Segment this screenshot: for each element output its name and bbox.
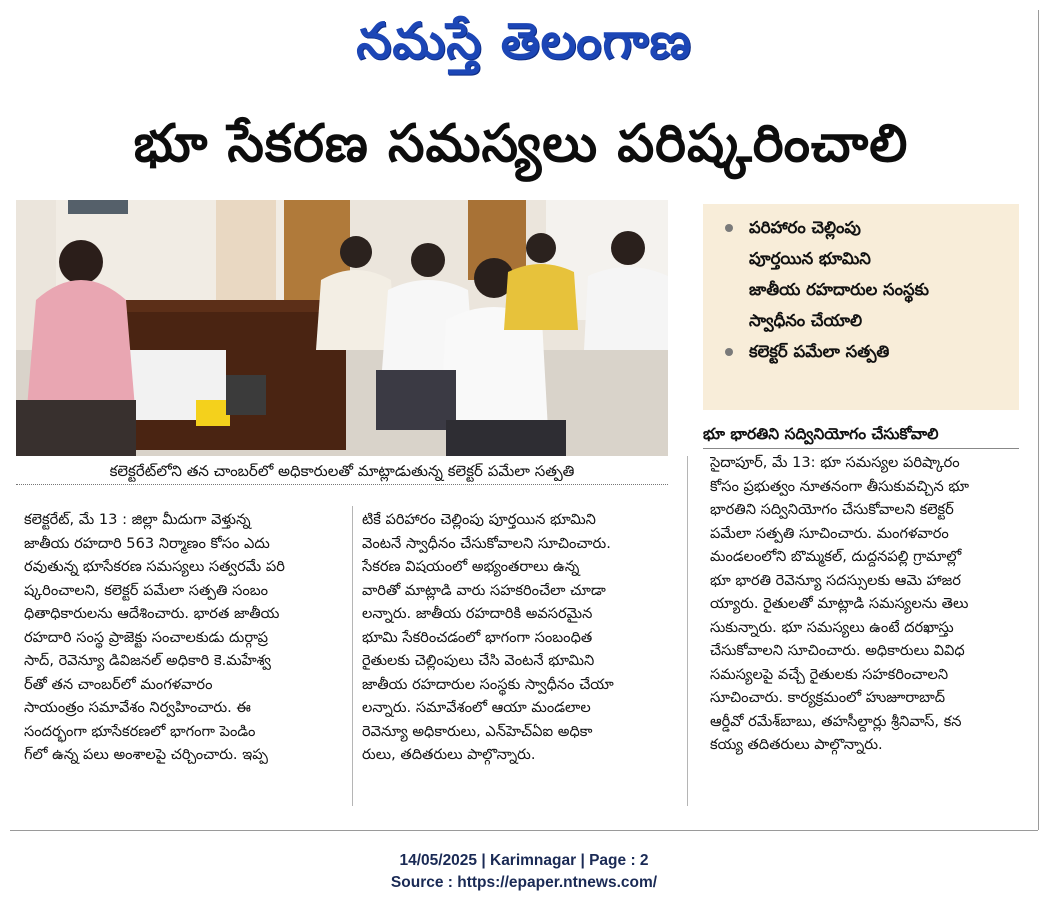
text-line: వారితో మాట్లాడి వారు సహకరించేలా చూడా bbox=[362, 581, 606, 599]
article-headline: భూ సేకరణ సమస్యలు పరిష్కరించాలి bbox=[133, 114, 909, 174]
page-border-right bbox=[1038, 10, 1039, 830]
text-line: సాయంత్రం సమావేశం నిర్వహించారు. ఈ bbox=[24, 699, 251, 716]
text-line: రులు, తదితరులు పాల్గొన్నారు. bbox=[362, 746, 536, 763]
text-line: సుకున్నారు. భూ సమస్యలు ఉంటే దరఖాస్తు bbox=[710, 618, 954, 636]
newspaper-masthead: నమస్తే తెలంగాణ bbox=[356, 12, 692, 70]
text-line: య్యారు. రైతులతో మాట్లాడి సమస్యలను తెలు bbox=[710, 595, 969, 612]
highlight-item: స్వాధీనం చేయాలి bbox=[749, 311, 863, 330]
text-line: సైదాపూర్, మే 13: భూ సమస్యల పరిష్కారం bbox=[710, 454, 960, 471]
highlight-item: జాతీయ రహదారుల సంస్థకు bbox=[749, 280, 929, 299]
article-column-3 bbox=[710, 451, 1022, 757]
text-line: కయ్య తదితరులు పాల్గొన్నారు. bbox=[710, 736, 883, 753]
text-line: సేకరణ విషయంలో అభ్యంతరాలు ఉన్న bbox=[362, 558, 580, 575]
text-line: కోసం ప్రభుత్వం నూతనంగా తీసుకువచ్చిన భూ bbox=[710, 477, 970, 495]
text-line: జాతీయ రహదారుల సంస్థకు స్వాధీనం చేయా bbox=[362, 675, 614, 693]
article-photo bbox=[16, 200, 668, 456]
text-line: రహదారి సంస్థ ప్రాజెక్టు సంచాలకుడు దుర్గాప్ర bbox=[24, 628, 268, 646]
text-line: టికే పరిహారం చెల్లింపు పూర్తయిన భూమిని bbox=[362, 511, 596, 528]
highlight-item: పూర్తయిన భూమిని bbox=[749, 249, 871, 268]
text-line: సమస్యలపై వచ్చే రైతులకు సహకరించాలని bbox=[710, 665, 949, 683]
text-line: రైతులకు చెల్లింపులు చేసి వెంటనే భూమిని bbox=[362, 652, 595, 669]
footer-source-link[interactable]: Source : https://epaper.ntnews.com/ bbox=[390, 874, 658, 891]
text-line: భారతిని సద్వినియోగం చేసుకోవాలని కలెక్టర్ bbox=[710, 501, 954, 518]
text-line: సందర్భంగా భూసేకరణలో భాగంగా పెండిం bbox=[24, 722, 256, 740]
highlight-box bbox=[703, 204, 1019, 410]
highlight-item: పరిహారం చెల్లింపు bbox=[723, 212, 1009, 243]
text-line: ధితాధికారులను ఆదేశించారు. భారత జాతీయ bbox=[24, 605, 280, 622]
text-line: మండలంలోని బొమ్మకల్, దుద్దనపల్లి గ్రామాల్లో bbox=[710, 548, 962, 565]
article-column-1 bbox=[24, 508, 344, 767]
column-divider bbox=[687, 456, 688, 806]
page-border-bottom bbox=[10, 830, 1038, 831]
text-line: చేసుకోవాలని సూచించారు. అధికారులు వివిధ bbox=[710, 642, 965, 659]
text-line: పమేలా సత్పతి సూచించారు. మంగళవారం bbox=[710, 524, 949, 542]
photo-caption: కలెక్టరేట్‌లోని తన చాంబర్‌లో అధికారులతో మాట్లాడుతున్న కలెక్టర్ పమేలా సత్పతి bbox=[16, 458, 668, 485]
text-line: సాద్, రెవెన్యూ డివిజనల్ అధికారి కె.మహేశ్వ bbox=[24, 652, 271, 669]
sub-article-headline: భూ భారతిని సద్వినియోగం చేసుకోవాలి bbox=[703, 425, 939, 443]
text-line: కలెక్టరేట్, మే 13 : జిల్లా మీదుగా వెళ్తున్న bbox=[24, 511, 251, 528]
text-line: గ్‌లో ఉన్న పలు అంశాలపై చర్చించారు. ఇప్ప bbox=[24, 746, 268, 763]
text-line: వెంటనే స్వాధీనం చేసుకోవాలని సూచించారు. bbox=[362, 534, 611, 552]
text-line: భూ భారతి రెవెన్యూ సదస్సులకు ఆమె హాజర bbox=[710, 571, 961, 589]
text-line: ఆర్డీవో రమేశ్‌బాబు, తహసీల్దార్లు శ్రీనివాస్, కన bbox=[710, 712, 962, 730]
subhead-divider bbox=[703, 448, 1019, 449]
text-line: ష్కరించాలని, కలెక్టర్ పమేలా సత్పతి సంబం bbox=[24, 581, 269, 599]
column-divider bbox=[352, 506, 353, 806]
text-line: రెవెన్యూ అధికారులు, ఎన్‌హెచ్‌ఏఐ అధికా bbox=[362, 722, 593, 740]
text-line: ర్‌తో తన చాంబర్‌లో మంగళవారం bbox=[24, 675, 213, 693]
text-line: రవుతున్న భూసేకరణ సమస్యలు సత్వరమే పరి bbox=[24, 558, 285, 575]
text-line: భూమి సేకరించడంలో భాగంగా సంబంధిత bbox=[362, 628, 593, 646]
text-line: లన్నారు. సమావేశంలో ఆయా మండలాల bbox=[362, 699, 591, 716]
article-column-2 bbox=[362, 508, 674, 767]
highlight-item: కలెక్టర్ పమేలా సత్పతి bbox=[723, 336, 1009, 367]
footer-date-edition: 14/05/2025 | Karimnagar | Page : 2 bbox=[399, 852, 649, 869]
text-line: లన్నారు. జాతీయ రహదారికి అవసరమైన bbox=[362, 605, 593, 622]
text-line: జాతీయ రహదారి 563 నిర్మాణం కోసం ఎదు bbox=[24, 534, 270, 552]
text-line: సూచించారు. కార్యక్రమంలో హుజూరాబాద్ bbox=[710, 689, 946, 706]
